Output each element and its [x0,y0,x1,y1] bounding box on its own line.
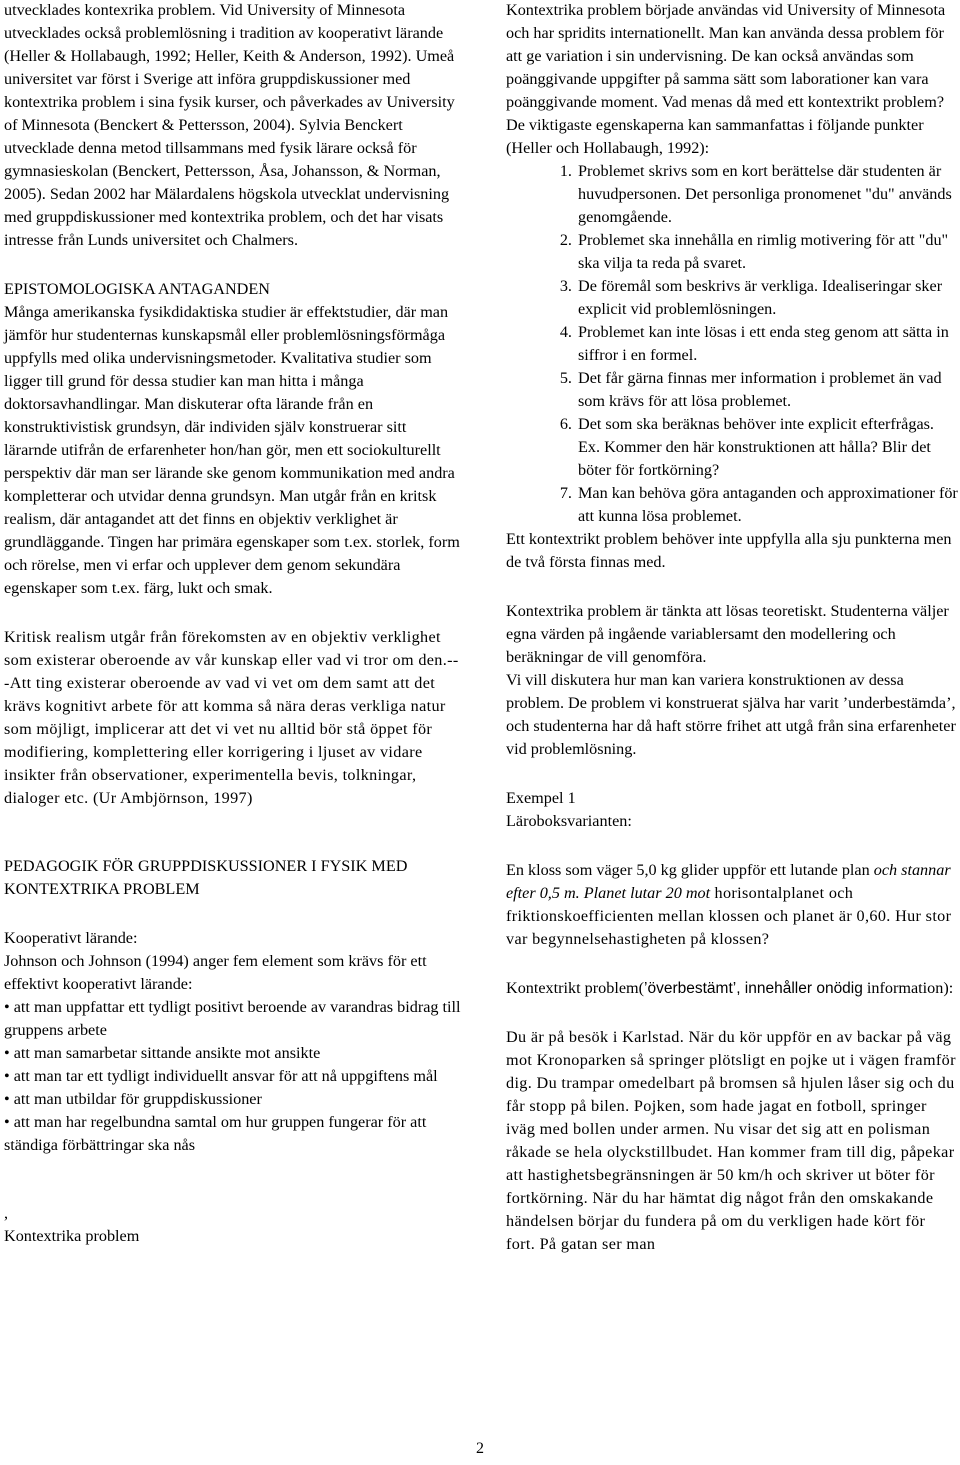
list-item: 6. Det som ska beräknas behöver inte explicit efterfrågas. Ex. Kommer den här konstruktionen att hålla? Blir det böter för fortkörning? [576,413,958,482]
stray-comma: , [4,1204,9,1222]
list-item: • att man utbildar för gruppdiskussioner [4,1090,262,1108]
cooperative-list [4,996,462,1157]
list-item: 3. De föremål som beskrivs är verkliga. Idealiseringar sker explicit vid problemlösningen. [576,275,958,321]
cooperative-intro: Johnson och Johnson (1994) anger fem element som krävs för ett effektivt kooperativt lärande: [4,952,427,993]
cooperative-heading: Kooperativt lärande: [4,929,138,947]
right-intro-paragraph: Kontextrika problem började användas vid University of Minnesota och har spridits internationellt. Man kan använda dessa problem för att ge variation i sin undervisning. De kan också användas som poänggivande uppgifter på samma sätt som laborationer kan vara poänggivande moment. Vad menas då med ett kontextrikt problem? De viktigaste egenskaperna kan sammanfattas i följande punkter (Heller och Hollabaugh, 1992): [506,1,946,157]
textbook-example-rest: horisontalplanet och friktionskoefficienten mellan klossen och planet är 0,60. Hur stor var begynnelsehastigheten på klossen? [506,884,952,948]
after-list-paragraph: Ett kontextrikt problem behöver inte uppfylla alla sju punkterna men de två första finnas med. [506,530,952,571]
contextrich-heading-lead: Kontextrikt problem( [506,979,645,997]
kontextrika-heading: Kontextrika problem [4,1227,140,1245]
epistemology-heading: EPISTOMOLOGISKA ANTAGANDEN [4,280,270,298]
contextrich-heading [506,977,958,1000]
contextrich-heading-qualifier: ’överbestämt’, innehåller onödig [644,980,863,997]
list-item: 7. Man kan behöva göra antaganden och approximationer för att kunna lösa problemet. [576,482,958,528]
textbook-example-text: En kloss som väger 5,0 kg glider uppför ett lutande plan [506,861,874,879]
list-item: • att man har regelbundna samtal om hur gruppen fungerar för att ständiga förbättringar ska nås [4,1113,427,1154]
list-item: 1. Problemet skrivs som en kort berättelse där studenten är huvudpersonen. Det personliga pronomenet "du" används genomgående. [576,160,958,229]
list-item: 4. Problemet kan inte lösas i ett enda steg genom att sätta in siffror i en formel. [576,321,958,367]
list-item: 5. Det får gärna finnas mer information i problemet än vad som krävs för att lösa problemet. [576,367,958,413]
theoretical-paragraph: Kontextrika problem är tänkta att lösas teoretiskt. Studenterna väljer egna värden på ingående variablersamt den modellering och beräkningar de vill genomföra. [506,602,949,666]
contextrich-heading-tail: information): [862,979,954,997]
left-column [4,0,462,1248]
pedagogy-heading: PEDAGOGIK FÖR GRUPPDISKUSSIONER I FYSIK MED KONTEXTRIKA PROBLEM [4,857,408,898]
textbook-example-italic: och stannar efter 0,5 m. Planet lutar 20 mot [506,861,951,902]
example-heading: Exempel 1 [506,789,576,807]
page-number: 2 [476,1440,484,1457]
variation-paragraph: Vi vill diskutera hur man kan variera konstruktionen av dessa problem. De problem vi konstruerat själva har varit ’underbestämda’, och studenterna har då haft större frihet att utgå från sina erfarenheter vid problemlösning. [506,671,956,758]
properties-list [506,160,958,528]
epistemology-paragraph: Många amerikanska fysikdidaktiska studier är effektstudier, där man jämför hur studenternas kunskapsmål eller problemlösningsförmåga uppfylls med olika undervisningsmetoder. Kvalitativa studier som ligger till grund för dessa studier kan man hitta i många doktorsavhandlingar. Man diskuterar ofta lärande från en konstruktivistisk grundsyn, där individen själv konstruerar sitt lärarnde utifrån de erfarenheter hon/han gör, men ett sociokulturellt perspektiv där man ser lärande ske genom kommunikation med andra kompletterar och utvidar denna grundsyn. Man utgår från en kritsk realism, där antagandet att det finns en objektiv verklighet är grundläggande. Tingen har primära egenskaper som t.ex. storlek, form och rörelse, men vi erfar och upplever dem genom sekundära egenskaper som t.ex. färg, lukt och smak. [4,303,460,597]
intro-paragraph: utvecklades kontexrika problem. Vid University of Minnesota utvecklades också problemlösning i tradition av kooperativt lärande (Heller & Hollabaugh, 1992; Heller, Keith & Anderson, 1992). Umeå universitet var först i Sverige att införa gruppdiskussioner med kontextrika problem i sina fysik kurser, och påverkades av University of Minnesota (Benckert & Pettersson, 2004). Sylvia Benckert utvecklade denna metod tillsammans med fysik lärare också för gymnasieskolan (Benckert, Pettersson, Åsa, Johansson, & Norman, 2005). Sedan 2002 har Mälardalens högskola utvecklat undervisning med gruppdiskussioner med kontextrika problem, och det har visats intresse från Lunds universitet och Chalmers. [4,1,455,249]
list-item: • att man tar ett tydligt individuellt ansvar för att nå uppgiftens mål [4,1067,438,1085]
list-item: • att man uppfattar ett tydligt positivt beroende av varandras bidrag till gruppens arbete [4,998,461,1039]
list-item: 2. Problemet ska innehålla en rimlig motivering för att "du" ska vilja ta reda på svaret. [576,229,958,275]
realism-quote: Kritisk realism utgår från förekomsten av en objektiv verklighet som existerar oberoende av vår kunskap eller vad vi tror om den.---Att ting existerar oberoende av vad vi vet om dem samt att det krävs kognitivt arbete för att komma så nära deras verkliga natur som möjligt, implicerar att det vi vet nu alltid bör stå öppet för modifiering, komplettering eller korrigering i ljuset av vidare insikter från observationer, experimentella bevis, tolkningar, dialoger etc. (Ur Ambjörnson, 1997) [4,628,459,807]
example-subheading: Läroboksvarianten: [506,812,632,830]
textbook-example [506,859,958,951]
contextrich-problem-text: Du är på besök i Karlstad. När du kör uppför en av backar på väg mot Kronoparken så springer plötsligt en pojke ut i vägen framför dig. Du trampar omedelbart på bromsen så hjulen låser sig och du får stopp på bilen. Pojken, som hade jagat en fotboll, springer iväg med bollen under armen. Nu visar det sig att en polisman råkade se hela olyckstillbudet. Han kommer fram till dig, påpekar att hastighetsbegränsningen är 50 km/h och skriver ut böter för fortkörning. När du har hämtat dig något från den omskakande händelsen börjar du fundera på om du verkligen hade kört för fort. På gatan ser man [506,1028,956,1253]
right-column [506,0,958,1256]
list-item: • att man samarbetar sittande ansikte mot ansikte [4,1044,321,1062]
